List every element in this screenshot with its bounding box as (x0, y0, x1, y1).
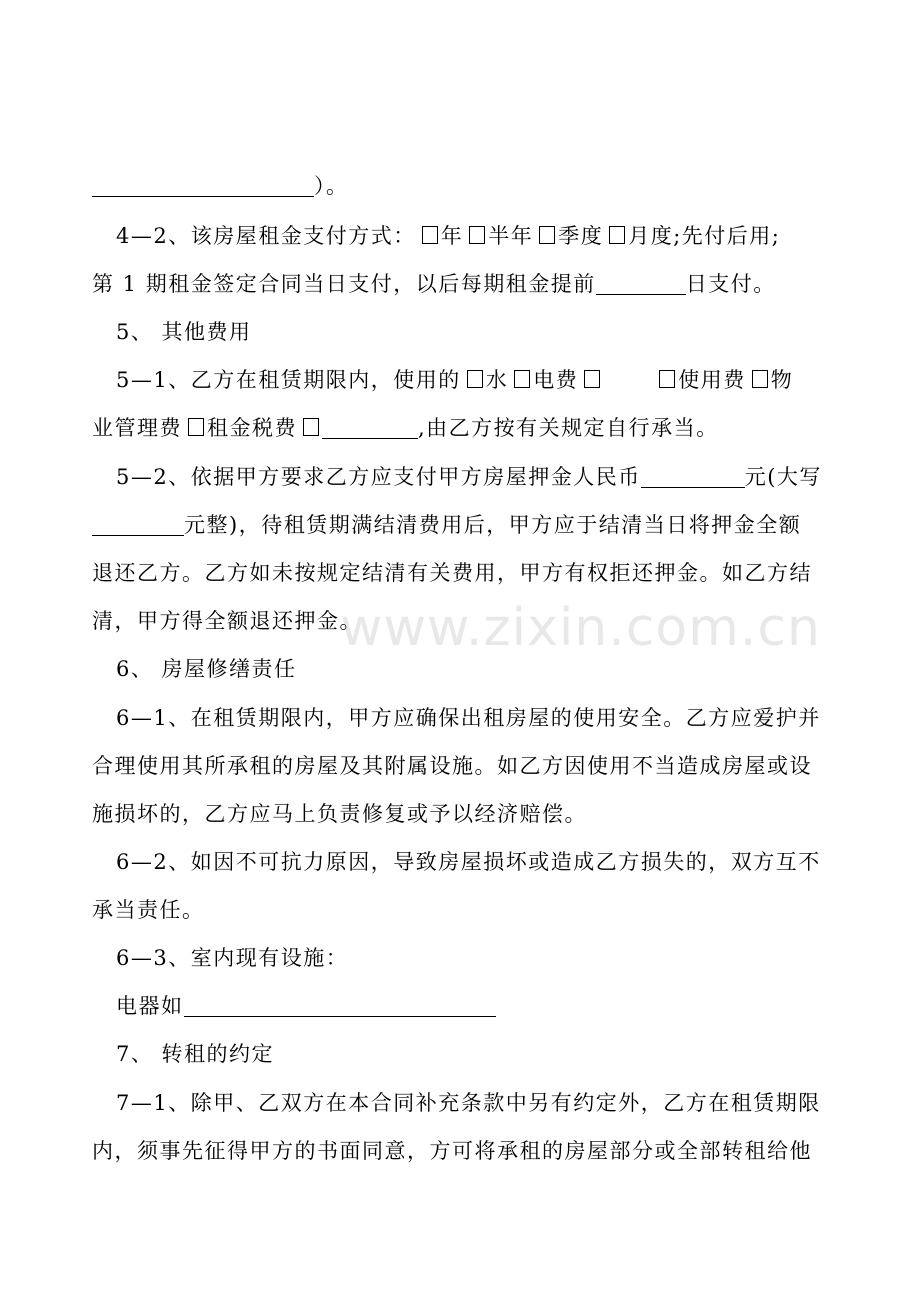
blank-field (596, 272, 686, 295)
line-7-1: 7—1、除甲、乙双方在本合同补充条款中另有约定外，乙方在租赁期限 (116, 1091, 821, 1115)
checkbox (422, 226, 438, 244)
checkbox (514, 370, 530, 388)
line-5-1: 5—1、乙方在租赁期限内，使用的 水 电费 使用费 物 (116, 368, 794, 392)
checkbox (188, 418, 204, 436)
checkbox (584, 370, 600, 388)
line-5-2-cont2: 退还乙方。乙方如未按规定结清有关费用，甲方有权拒还押金。如乙方结 (92, 561, 812, 585)
checkbox (539, 226, 555, 244)
checkbox (609, 226, 625, 244)
blank-field (322, 416, 418, 439)
line-5-2-cont3: 清，甲方得全额退还押金。 (92, 609, 362, 633)
blank-field (92, 513, 184, 536)
line-6-1-cont: 合理使用其所承租的房屋及其附属设施。如乙方因使用不当造成房屋或设 (92, 754, 812, 778)
checkbox (303, 418, 319, 436)
checkbox (659, 370, 675, 388)
line-5-1-cont: 业管理费 租金税费 ,由乙方按有关规定自行承当。 (92, 416, 719, 440)
section-heading-6: 6、 房屋修缮责任 (116, 657, 297, 681)
line-6-1: 6—1、在租赁期限内，甲方应确保出租房屋的使用安全。乙方应爱护并 (116, 706, 821, 730)
line-6-2: 6—2、如因不可抗力原因，导致房屋损坏或造成乙方损失的，双方互不 (116, 850, 821, 874)
line-1: ）。 (92, 166, 832, 206)
checkbox (469, 226, 485, 244)
blank-field (641, 465, 745, 488)
section-heading-7: 7、 转租的约定 (116, 1042, 275, 1066)
section-heading-5: 5、 其他费用 (116, 320, 252, 344)
blank-field (184, 994, 496, 1017)
line-5-2: 5—2、依据甲方要求乙方应支付甲方房屋押金人民币 元(大写 (116, 465, 822, 489)
line-appliances: 电器如 (116, 986, 856, 1026)
line-5-2-cont: 元整)，待租赁期满结清费用后，甲方应于结清当日将押金全额 (92, 505, 832, 545)
line-rent-payment: 4—2、该房屋租金支付方式： 年 半年 季度 月度;先付后用; (116, 224, 781, 248)
watermark: www.zixin.com.cn (340, 598, 821, 658)
line-first-payment: 第 1 期租金签定合同当日支付，以后每期租金提前 日支付。 (92, 272, 776, 296)
blank-field (92, 174, 314, 197)
line-7-1-cont: 内，须事先征得甲方的书面同意，方可将承租的房屋部分或全部转租给他 (92, 1139, 812, 1163)
line-6-2-cont: 承当责任。 (92, 898, 205, 922)
line-6-3: 6—3、室内现有设施： (116, 946, 349, 970)
line-6-1-cont2: 施损坏的，乙方应马上负责修复或予以经济赔偿。 (92, 802, 587, 826)
checkbox (467, 370, 483, 388)
checkbox (752, 370, 768, 388)
